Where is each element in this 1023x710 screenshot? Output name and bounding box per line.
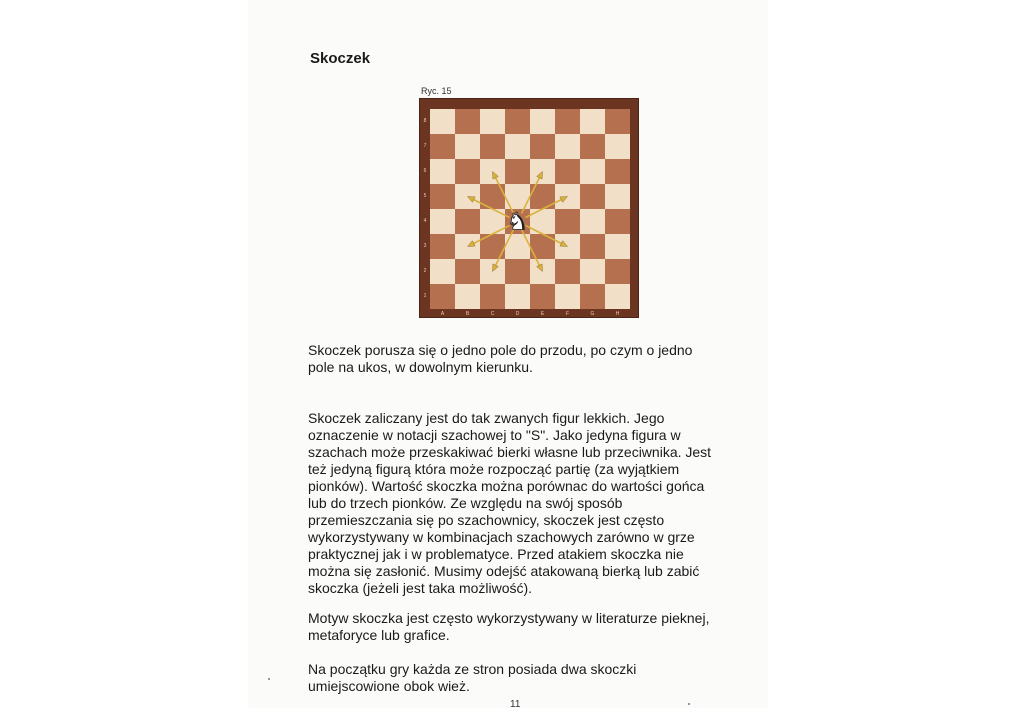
file-label: G <box>590 311 595 317</box>
knight-move-arrows <box>430 109 630 309</box>
rank-label: 2 <box>423 268 427 274</box>
rank-label: 8 <box>423 118 427 124</box>
file-label: E <box>540 311 545 317</box>
move-arrow <box>526 197 568 218</box>
scan-artifact <box>688 703 690 705</box>
paragraph-description: Skoczek zaliczany jest do tak zwanych figur lekkich. Jego oznaczenie w notacji szachowej to "S". Jako jedyna figura w szachach może przeskakiwać bierki własne lub przeciwnika. Jest też jedyną figurą która może rozpocząć partię (za wyjątkiem pionków). Wartość skoczka można porównac do wartości gońca lub do trzech pionków. Ze względu na swój sposób przemieszczania się po szachownicy, skoczek jest często wykorzystywany w kombinacjach szachowych zarówno w grze praktycznej jak i w problematyce. Przed atakiem skoczka nie można się zasłonić. Musimy odejść atakowaną bierką lub zabić skoczka (jeżeli jest taka możliwość). <box>308 410 712 596</box>
chessboard-figure <box>419 98 639 318</box>
rank-label: 6 <box>423 168 427 174</box>
move-arrow <box>522 230 543 272</box>
rank-label: 5 <box>423 193 427 199</box>
file-labels <box>430 309 630 319</box>
move-arrow <box>526 226 568 247</box>
file-label: D <box>515 311 520 317</box>
move-arrow <box>493 230 514 272</box>
rank-labels <box>420 109 430 309</box>
paragraph-motif: Motyw skoczka jest często wykorzystywany w literaturze pieknej, metaforyce lub grafice. <box>308 610 710 643</box>
page-title: Skoczek <box>310 50 371 67</box>
paragraph-move-rule: Skoczek porusza się o jedno pole do przodu, po czym o jedno pole na ukos, w dowolnym kierunku. <box>308 342 693 375</box>
scan-artifact <box>268 678 270 680</box>
page-number: 11 <box>510 699 521 710</box>
file-label: A <box>440 311 445 317</box>
file-label: C <box>490 311 495 317</box>
file-label: F <box>565 311 570 317</box>
rank-label: 7 <box>423 143 427 149</box>
rank-label: 3 <box>423 243 427 249</box>
paragraph-start-position: Na początku gry każda ze stron posiada dwa skoczki umiejscowione obok wież. <box>308 661 637 694</box>
file-label: B <box>465 311 470 317</box>
move-arrow <box>468 226 510 247</box>
file-label: H <box>615 311 620 317</box>
rank-label: 4 <box>423 218 427 224</box>
figure-caption: Ryc. 15 <box>421 86 452 96</box>
rank-label: 1 <box>423 293 427 299</box>
knight-piece-icon: ♞ <box>506 207 529 236</box>
move-arrow <box>468 197 510 218</box>
